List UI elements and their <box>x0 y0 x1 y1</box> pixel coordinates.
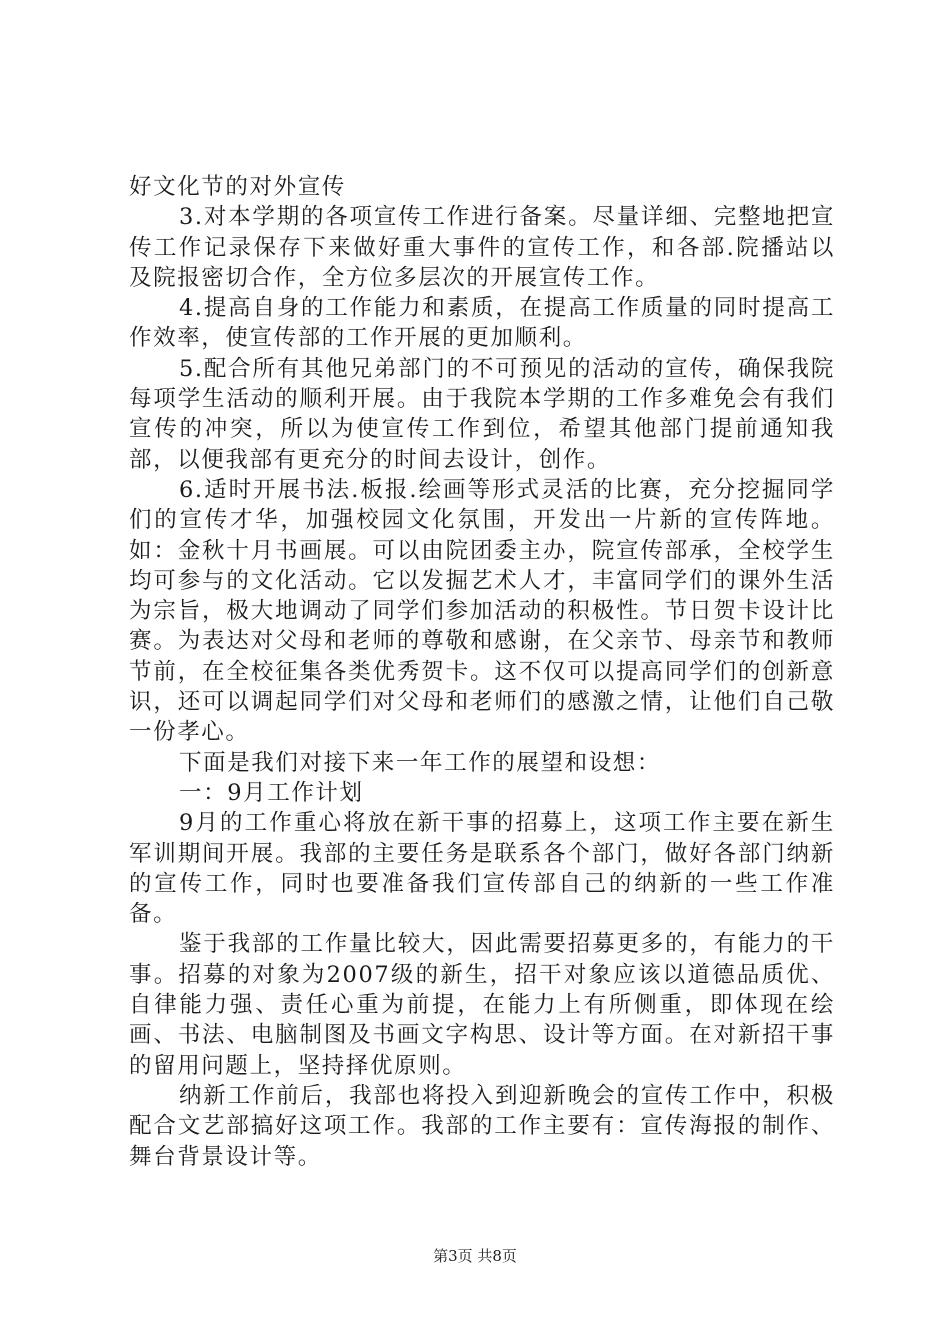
paragraph: 5.配合所有其他兄弟部门的不可预见的活动的宣传，确保我院每项学生活动的顺利开展。由于我院本学期的工作多难免会有我们宣传的冲突，所以为使宣传工作到位，希望其他部门提前通知我部，以便我部有更充分的时间去设计，创作。 <box>129 355 835 473</box>
paragraph: 3.对本学期的各项宣传工作进行备案。尽量详细、完整地把宣传工作记录保存下来做好重大事件的宣传工作，和各部.院播站以及院报密切合作，全方位多层次的开展宣传工作。 <box>129 204 835 291</box>
paragraph: 纳新工作前后，我部也将投入到迎新晚会的宣传工作中，积极配合文艺部搞好这项工作。我部的工作主要有：宣传海报的制作、舞台背景设计等。 <box>129 1082 835 1170</box>
page-number-footer: 第3页 共8页 <box>433 1247 517 1265</box>
paragraph: 9月的工作重心将放在新干事的招募上，这项工作主要在新生军训期间开展。我部的主要任务是联系各个部门，做好各部门纳新的宣传工作，同时也要准备我们宣传部自己的纳新的一些工作准备。 <box>129 810 835 928</box>
section-heading: 一：9月工作计划 <box>179 779 364 806</box>
paragraph: 好文化节的对外宣传 <box>129 174 346 200</box>
document-body <box>129 172 835 1172</box>
paragraph: 鉴于我部的工作量比较大，因此需要招募更多的，有能力的干事。招募的对象为2007级的新生，招干对象应该以道德品质优、自律能力强、责任心重为前提，在能力上有所侧重，即体现在绘画、书法、电脑制图及书画文字构思、设计等方面。在对新招干事的留用问题上，坚持择优原则。 <box>129 931 835 1079</box>
paragraph: 6.适时开展书法.板报.绘画等形式灵活的比赛，充分挖掘同学们的宣传才华，加强校园文化氛围，开发出一片新的宣传阵地。如：金秋十月书画展。可以由院团委主办，院宣传部承，全校学生均可参与的文化活动。它以发掘艺术人才，丰富同学们的课外生活为宗旨，极大地调动了同学们参加活动的积极性。节日贺卡设计比赛。为表达对父母和老师的尊敬和感谢，在父亲节、母亲节和教师节前，在全校征集各类优秀贺卡。这不仅可以提高同学们的创新意识，还可以调起同学们对父母和老师们的感激之情，让他们自己敬一份孝心。 <box>129 476 835 746</box>
paragraph: 下面是我们对接下来一年工作的展望和设想： <box>179 749 662 776</box>
paragraph: 4.提高自身的工作能力和素质，在提高工作质量的同时提高工作效率，使宣传部的工作开展的更加顺利。 <box>129 295 835 352</box>
